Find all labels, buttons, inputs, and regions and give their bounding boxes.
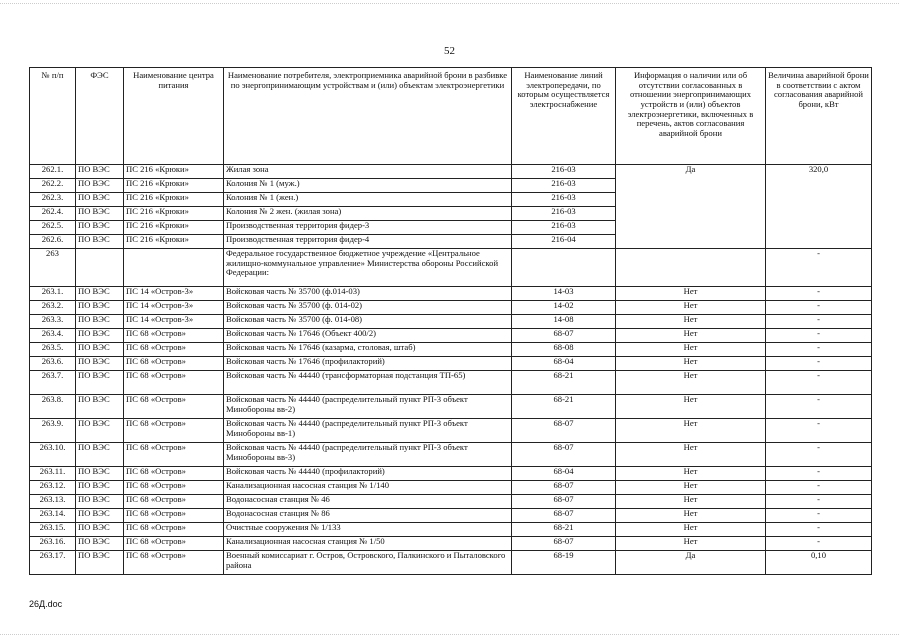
row-power-center: ПС 68 «Остров» [124, 537, 224, 551]
table-row [30, 495, 872, 509]
table-row [30, 537, 872, 551]
reserve-table [29, 67, 872, 575]
table-row [30, 329, 872, 343]
table-row [30, 395, 872, 419]
header-reserve-value: Величина аварийной брони в соответствии с актом согласования аварийной брони, кВт [766, 68, 872, 165]
row-consumer: Производственная территория фидер-3 [224, 221, 512, 235]
table-row [30, 551, 872, 575]
row-power-center: ПС 68 «Остров» [124, 523, 224, 537]
row-fes: ПО ВЭС [76, 481, 124, 495]
row-reserve-value: - [766, 467, 872, 481]
row-number: 263.10. [30, 443, 76, 467]
row-line: 68-07 [512, 443, 616, 467]
row-agreement-info: Нет [616, 329, 766, 343]
row-line: 14-02 [512, 301, 616, 315]
row-power-center: ПС 68 «Остров» [124, 329, 224, 343]
row-line: 68-07 [512, 419, 616, 443]
table-row [30, 509, 872, 523]
row-agreement-info: Нет [616, 395, 766, 419]
row-agreement-info: Да [616, 551, 766, 575]
row-agreement-info: Нет [616, 537, 766, 551]
row-consumer: Федеральное государственное бюджетное учреждение «Центральное жилищно-коммунальное управление» Министерства обороны Российской Федерации: [224, 249, 512, 287]
row-fes: ПО ВЭС [76, 395, 124, 419]
row-line: 68-21 [512, 371, 616, 395]
table-row [30, 467, 872, 481]
header-fes: ФЭС [76, 68, 124, 165]
row-line: 216-03 [512, 165, 616, 179]
row-fes: ПО ВЭС [76, 179, 124, 193]
row-reserve-value: 0,10 [766, 551, 872, 575]
row-reserve-value: - [766, 523, 872, 537]
row-line: 14-08 [512, 315, 616, 329]
header-lines: Наименование линий электропередачи, по которым осуществляется электроснабжение [512, 68, 616, 165]
row-agreement-info: Нет [616, 419, 766, 443]
row-agreement-info: Нет [616, 481, 766, 495]
row-fes: ПО ВЭС [76, 287, 124, 301]
scan-edge-top [0, 3, 899, 5]
row-number: 263.1. [30, 287, 76, 301]
row-line: 68-19 [512, 551, 616, 575]
row-number: 263.14. [30, 509, 76, 523]
row-agreement-info: Нет [616, 509, 766, 523]
row-agreement-info: Нет [616, 371, 766, 395]
row-agreement-info: Нет [616, 495, 766, 509]
row-number: 263.8. [30, 395, 76, 419]
row-power-center: ПС 14 «Остров-3» [124, 301, 224, 315]
row-fes: ПО ВЭС [76, 193, 124, 207]
row-agreement-info: Нет [616, 301, 766, 315]
table-row [30, 443, 872, 467]
row-line: 68-07 [512, 495, 616, 509]
row-number: 263.3. [30, 315, 76, 329]
row-reserve-value: - [766, 301, 872, 315]
table-row [30, 165, 872, 179]
row-reserve-value: - [766, 357, 872, 371]
row-line: 216-03 [512, 207, 616, 221]
row-line: 68-08 [512, 343, 616, 357]
row-fes: ПО ВЭС [76, 165, 124, 179]
row-number: 262.1. [30, 165, 76, 179]
row-reserve-value: - [766, 495, 872, 509]
row-consumer: Канализационная насосная станция № 1/140 [224, 481, 512, 495]
row-line: 68-07 [512, 509, 616, 523]
row-agreement-info: Нет [616, 443, 766, 467]
row-reserve-value: - [766, 537, 872, 551]
row-number: 263.6. [30, 357, 76, 371]
row-consumer: Колония № 2 жен. (жилая зона) [224, 207, 512, 221]
row-agreement-info: Нет [616, 467, 766, 481]
row-reserve-value: - [766, 395, 872, 419]
row-line [512, 249, 616, 287]
row-consumer: Войсковая часть № 17646 (Объект 400/2) [224, 329, 512, 343]
row-fes: ПО ВЭС [76, 537, 124, 551]
row-power-center: ПС 68 «Остров» [124, 395, 224, 419]
row-reserve-value: - [766, 443, 872, 467]
row-fes: ПО ВЭС [76, 551, 124, 575]
table-header-row [30, 68, 872, 165]
row-power-center [124, 249, 224, 287]
table-row [30, 481, 872, 495]
header-power-center: Наименование центра питания [124, 68, 224, 165]
row-reserve-value: - [766, 249, 872, 287]
row-power-center: ПС 68 «Остров» [124, 509, 224, 523]
row-number: 263.15. [30, 523, 76, 537]
row-line: 216-04 [512, 235, 616, 249]
row-consumer: Войсковая часть № 44440 (распределительный пункт РП-3 объект Минобороны вв-1) [224, 419, 512, 443]
row-power-center: ПС 216 «Крюки» [124, 179, 224, 193]
row-reserve-value: - [766, 419, 872, 443]
row-fes: ПО ВЭС [76, 357, 124, 371]
row-agreement-info: Нет [616, 315, 766, 329]
row-fes: ПО ВЭС [76, 235, 124, 249]
row-power-center: ПС 14 «Остров-3» [124, 315, 224, 329]
table-row [30, 357, 872, 371]
row-consumer: Войсковая часть № 44440 (распределительный пункт РП-3 объект Минобороны вв-3) [224, 443, 512, 467]
row-consumer: Колония № 1 (жен.) [224, 193, 512, 207]
table-row [30, 249, 872, 287]
row-number: 263 [30, 249, 76, 287]
row-consumer: Войсковая часть № 44440 (трансформаторная подстанция ТП-65) [224, 371, 512, 395]
row-line: 216-03 [512, 221, 616, 235]
row-power-center: ПС 68 «Остров» [124, 419, 224, 443]
row-consumer: Войсковая часть № 35700 (ф. 014-08) [224, 315, 512, 329]
row-consumer: Производственная территория фидер-4 [224, 235, 512, 249]
row-power-center: ПС 68 «Остров» [124, 495, 224, 509]
row-power-center: ПС 216 «Крюки» [124, 165, 224, 179]
row-power-center: ПС 68 «Остров» [124, 551, 224, 575]
row-consumer: Очистные сооружения № 1/133 [224, 523, 512, 537]
row-power-center: ПС 14 «Остров-3» [124, 287, 224, 301]
row-fes: ПО ВЭС [76, 315, 124, 329]
row-fes: ПО ВЭС [76, 443, 124, 467]
row-line: 68-21 [512, 523, 616, 537]
row-power-center: ПС 68 «Остров» [124, 357, 224, 371]
row-number: 263.16. [30, 537, 76, 551]
row-power-center: ПС 68 «Остров» [124, 343, 224, 357]
row-agreement-info: Да [616, 165, 766, 249]
row-reserve-value: 320,0 [766, 165, 872, 249]
row-agreement-info: Нет [616, 287, 766, 301]
row-fes: ПО ВЭС [76, 467, 124, 481]
row-line: 68-07 [512, 537, 616, 551]
row-fes: ПО ВЭС [76, 343, 124, 357]
row-line: 68-21 [512, 395, 616, 419]
row-consumer: Войсковая часть № 17646 (профилакторий) [224, 357, 512, 371]
row-number: 263.13. [30, 495, 76, 509]
row-number: 263.7. [30, 371, 76, 395]
row-fes: ПО ВЭС [76, 371, 124, 395]
table-row [30, 343, 872, 357]
row-line: 68-04 [512, 357, 616, 371]
row-power-center: ПС 68 «Остров» [124, 443, 224, 467]
row-line: 68-07 [512, 481, 616, 495]
row-number: 262.5. [30, 221, 76, 235]
table-row [30, 315, 872, 329]
row-power-center: ПС 68 «Остров» [124, 481, 224, 495]
row-agreement-info: Нет [616, 343, 766, 357]
page-number: 52 [444, 45, 455, 57]
row-consumer: Военный комиссариат г. Остров, Островского, Палкинского и Пыталовского района [224, 551, 512, 575]
row-line: 68-07 [512, 329, 616, 343]
row-consumer: Водонасосная станция № 86 [224, 509, 512, 523]
row-power-center: ПС 68 «Остров» [124, 371, 224, 395]
row-number: 263.12. [30, 481, 76, 495]
row-reserve-value: - [766, 329, 872, 343]
row-number: 263.4. [30, 329, 76, 343]
row-consumer: Войсковая часть № 44440 (профилакторий) [224, 467, 512, 481]
row-agreement-info: Нет [616, 523, 766, 537]
row-consumer: Войсковая часть № 44440 (распределительный пункт РП-3 объект Минобороны вв-2) [224, 395, 512, 419]
row-reserve-value: - [766, 287, 872, 301]
row-number: 263.17. [30, 551, 76, 575]
table-row [30, 371, 872, 395]
row-reserve-value: - [766, 343, 872, 357]
row-number: 263.2. [30, 301, 76, 315]
row-line: 216-03 [512, 179, 616, 193]
row-number: 263.5. [30, 343, 76, 357]
header-number: № п/п [30, 68, 76, 165]
row-number: 263.9. [30, 419, 76, 443]
row-power-center: ПС 216 «Крюки» [124, 235, 224, 249]
row-consumer: Водонасосная станция № 46 [224, 495, 512, 509]
row-fes: ПО ВЭС [76, 329, 124, 343]
row-fes: ПО ВЭС [76, 221, 124, 235]
row-fes [76, 249, 124, 287]
row-number: 262.3. [30, 193, 76, 207]
scan-edge-bottom [0, 634, 899, 636]
row-line: 68-04 [512, 467, 616, 481]
row-reserve-value: - [766, 315, 872, 329]
table-row [30, 287, 872, 301]
row-line: 216-03 [512, 193, 616, 207]
row-fes: ПО ВЭС [76, 509, 124, 523]
row-consumer: Жилая зона [224, 165, 512, 179]
row-consumer: Войсковая часть № 35700 (ф. 014-02) [224, 301, 512, 315]
row-number: 262.4. [30, 207, 76, 221]
row-number: 262.2. [30, 179, 76, 193]
row-power-center: ПС 216 «Крюки» [124, 221, 224, 235]
table-row [30, 419, 872, 443]
row-number: 262.6. [30, 235, 76, 249]
row-consumer: Колония № 1 (муж.) [224, 179, 512, 193]
row-reserve-value: - [766, 481, 872, 495]
header-agreement-info: Информация о наличии или об отсутствии согласованных в отношении энергопринимающих устройств и (или) объектов электроэнергетики, включенных в перечень, актов согласования аварийной брони [616, 68, 766, 165]
row-consumer: Канализационная насосная станция № 1/50 [224, 537, 512, 551]
row-fes: ПО ВЭС [76, 301, 124, 315]
document-filename: 26Д.doc [29, 599, 63, 609]
row-number: 263.11. [30, 467, 76, 481]
row-reserve-value: - [766, 371, 872, 395]
row-reserve-value: - [766, 509, 872, 523]
row-consumer: Войсковая часть № 17646 (казарма, столовая, штаб) [224, 343, 512, 357]
row-power-center: ПС 216 «Крюки» [124, 207, 224, 221]
row-power-center: ПС 68 «Остров» [124, 467, 224, 481]
row-consumer: Войсковая часть № 35700 (ф.014-03) [224, 287, 512, 301]
row-fes: ПО ВЭС [76, 523, 124, 537]
row-agreement-info: Нет [616, 357, 766, 371]
row-fes: ПО ВЭС [76, 495, 124, 509]
row-line: 14-03 [512, 287, 616, 301]
table-row [30, 523, 872, 537]
header-consumer: Наименование потребителя, электроприемника аварийной брони в разбивке по энергопринимающим устройствам и (или) объектам электроэнергетики [224, 68, 512, 165]
row-power-center: ПС 216 «Крюки» [124, 193, 224, 207]
table-row [30, 301, 872, 315]
row-agreement-info [616, 249, 766, 287]
row-fes: ПО ВЭС [76, 419, 124, 443]
row-fes: ПО ВЭС [76, 207, 124, 221]
